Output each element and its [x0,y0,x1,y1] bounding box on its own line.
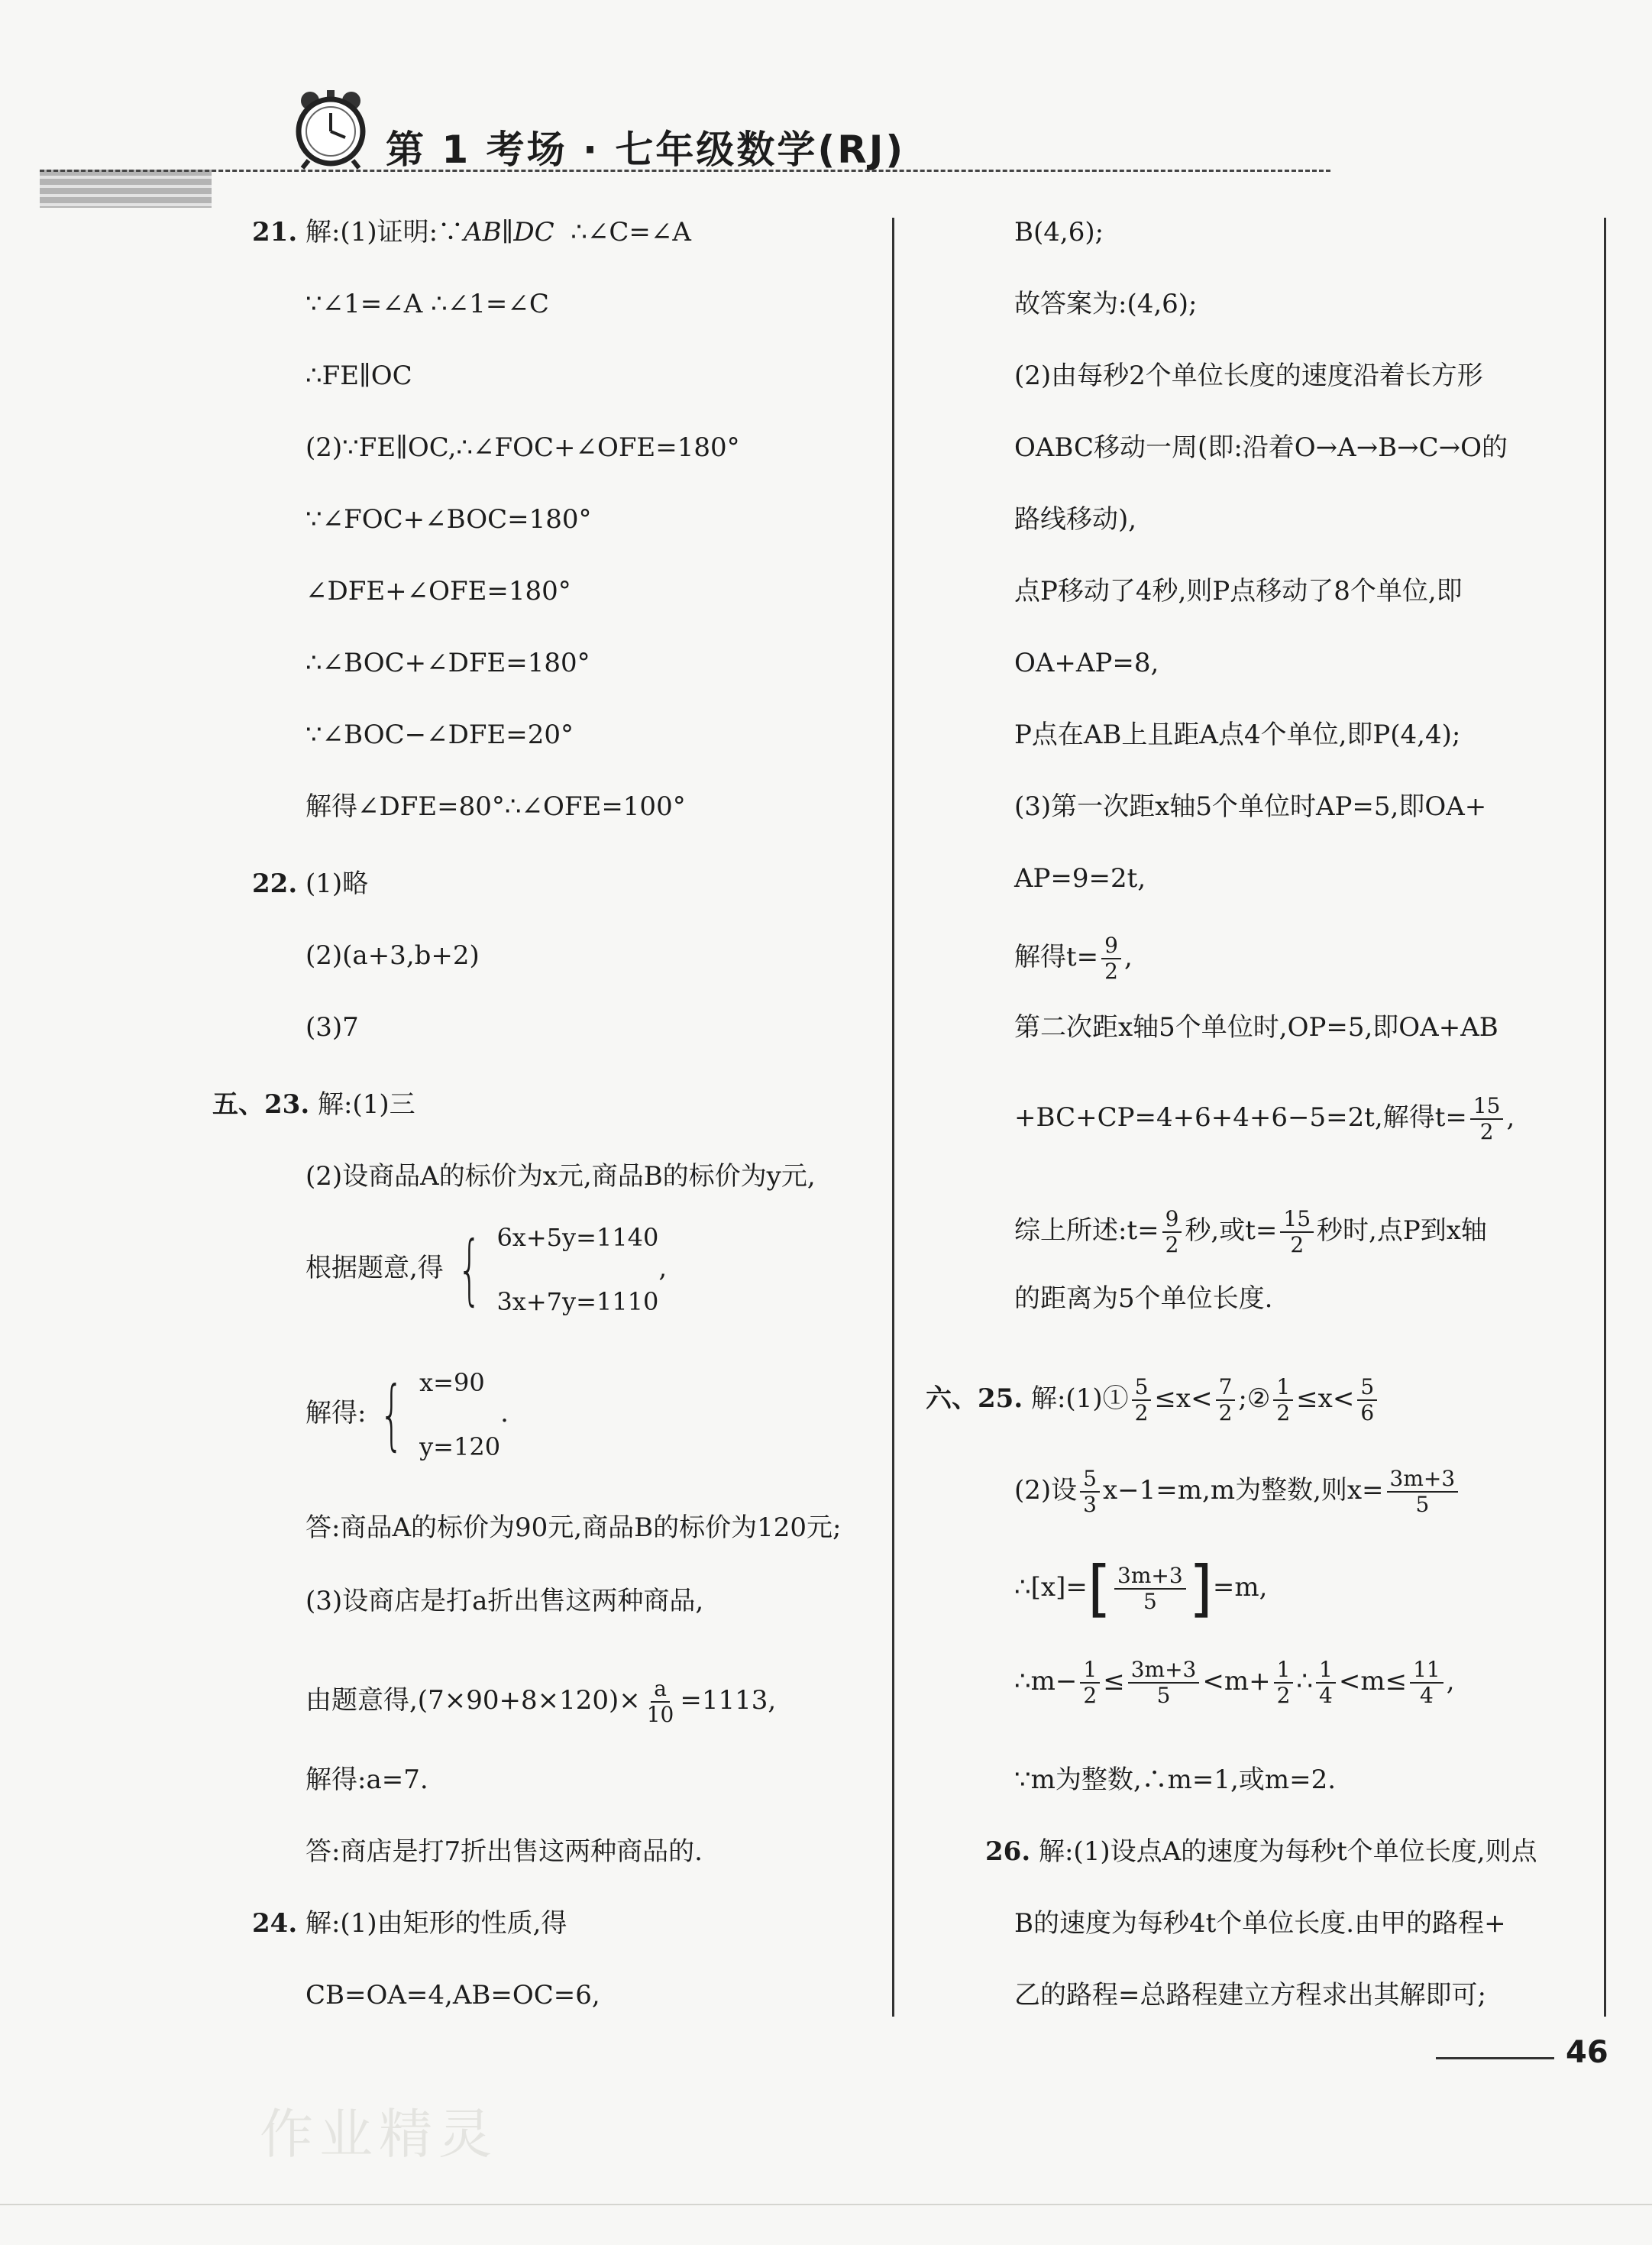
text: 5 [1132,1375,1152,1401]
text: +BC+CP=4+6+4+6−5=2t,解得t= [1014,1102,1467,1133]
text: 9 [1101,933,1121,959]
page-number-rule [1436,2057,1554,2059]
answer-23-line-2: (2)设商品A的标价为x元,商品B的标价为y元, [306,1161,816,1192]
answer-24-cont-line-2: 故答案为:(4,6); [1014,289,1198,319]
text: =m, [1212,1572,1268,1603]
text: 2 [1218,1400,1233,1425]
text: ≤x< [1296,1383,1355,1414]
text: AB [464,217,502,247]
answer-22-line-2: (2)(a+3,b+2) [306,940,480,971]
answer-24-cont-line-15: 的距离为5个单位长度. [1014,1283,1273,1314]
question-number-26: 26. [985,1836,1031,1867]
text: (1)略 [305,869,369,899]
answer-24-cont-line-8: P点在AB上且距A点4个单位,即P(4,4); [1014,720,1461,750]
answer-24-cont-line-3: (2)由每秒2个单位长度的速度沿着长方形 [1014,361,1483,391]
answer-24-cont-line-5: 路线移动), [1014,504,1137,535]
answer-25-line-5: ∵m为整数,∴m=1,或m=2. [1014,1765,1337,1795]
text: 1 [1273,1375,1293,1401]
text: 1 [1316,1658,1336,1684]
text: 秒时,点P到x轴 [1317,1215,1487,1246]
answer-26-line-2: B的速度为每秒4t个单位长度.由甲的路程+ [1014,1908,1506,1939]
text: , [1446,1666,1455,1697]
answer-23-line-9: 答:商店是打7折出售这两种商品的. [306,1836,703,1867]
text: ∴ [1296,1666,1314,1697]
text: ∥ [501,217,514,247]
text: ∴[x]= [1014,1572,1088,1603]
text: 2 [1479,1119,1494,1144]
text: 15 [1470,1094,1504,1120]
column-divider [892,218,894,2017]
text: 3 [1083,1492,1097,1517]
text: 15 [1280,1207,1314,1233]
text: 由题意得,(7×90+8×120)× [306,1685,641,1716]
answer-24-line-1 [252,1908,567,1939]
text: x−1=m,m为整数,则x= [1103,1475,1384,1506]
answer-24-cont-line-1: B(4,6); [1014,217,1104,247]
text: <m≤ [1338,1666,1408,1697]
text: 解:(1)设点A的速度为每秒t个单位长度,则点 [1038,1836,1537,1867]
text: . [500,1398,509,1428]
text: DC [513,217,554,247]
text: 6 [1360,1400,1375,1425]
text: ∴∠C=∠A [571,217,691,247]
text: 3m+3 [1114,1564,1186,1590]
alarm-clock-icon [289,86,373,170]
header-decoration-bars [40,170,212,208]
text: ≤x< [1154,1383,1213,1414]
answer-23-line-8: 解得:a=7. [306,1765,428,1795]
text: 11 [1410,1658,1443,1684]
text: ∴m− [1014,1666,1078,1697]
answer-23-system-1: 根据题意,得 { 6x+5y=1140 3x+7y=1110 , [306,1223,668,1316]
text: 1 [1080,1658,1100,1684]
text: , [1506,1102,1515,1133]
question-number-22: 22. [252,869,298,899]
answer-22-line-3: (3)7 [306,1012,359,1043]
bottom-edge-line [0,2204,1652,2205]
text: 3m+3 [1128,1658,1200,1684]
answer-24-cont-line-13 [1014,1094,1515,1144]
text: (2)设 [1014,1475,1078,1506]
text: 2 [1104,959,1118,984]
answer-21-line-4: (2)∵FE∥OC,∴∠FOC+∠OFE=180° [306,432,740,463]
text: 4 [1419,1683,1434,1708]
answer-26-line-3: 乙的路程=总路程建立方程求出其解即可; [1014,1980,1486,2010]
answer-21-line-5: ∵∠FOC+∠BOC=180° [306,504,592,535]
answer-24-cont-line-14 [1014,1207,1487,1257]
text: 10 [646,1702,674,1727]
text: 2 [1134,1400,1149,1425]
text: a [651,1677,670,1703]
text: <m+ [1202,1666,1271,1697]
answer-21-line-1 [252,217,691,247]
page-header [0,0,1652,183]
answer-23-line-7 [306,1677,776,1727]
answer-24-line-2: CB=OA=4,AB=OC=6, [306,1980,600,2010]
text: 4 [1319,1683,1333,1708]
text: 根据题意,得 [306,1253,444,1283]
text: 2 [1276,1683,1291,1708]
text: 解:(1)证明:∵ [305,217,464,247]
text: y=120 [419,1432,501,1461]
answer-21-line-3: ∴FE∥OC [306,361,412,391]
text: , [658,1253,668,1283]
text: x=90 [419,1368,485,1397]
answer-24-cont-line-9: (3)第一次距x轴5个单位时AP=5,即OA+ [1014,791,1487,822]
answer-25-line-3: ∴[x]=[ $\frac{3m+3}{5}$ ]=m, [1014,1553,1268,1624]
text: 5 [1415,1492,1430,1517]
question-number-25: 六、25. [926,1383,1023,1414]
page-title: 第 1 考场 · 七年级数学(RJ) [386,128,906,172]
text: 解得t= [1014,942,1099,972]
text: 2 [1290,1232,1304,1257]
header-dashed-rule [40,170,1330,172]
text: ;② [1238,1383,1271,1414]
answer-24-cont-line-11 [1014,933,1133,984]
answer-25-line-4 [1014,1658,1455,1708]
text: 秒,或t= [1185,1215,1278,1246]
text: 7 [1216,1375,1236,1401]
text: 3x+7y=1110 [496,1287,659,1316]
text: 解得: [306,1398,367,1428]
text: 5 [1143,1589,1157,1614]
question-number-21: 21. [252,217,298,247]
answer-24-cont-line-6: 点P移动了4秒,则P点移动了8个单位,即 [1014,576,1463,607]
watermark: 作业精灵 [260,2103,498,2166]
text: 3m+3 [1387,1467,1459,1493]
answer-23-system-2: 解得: { x=90 y=120 . [306,1368,509,1461]
answer-25-line-2 [1014,1467,1461,1517]
answer-21-line-9: 解得∠DFE=80°∴∠OFE=100° [306,791,686,822]
answer-23-line-5: 答:商品A的标价为90元,商品B的标价为120元; [306,1512,842,1543]
answer-26-line-1 [985,1836,1537,1867]
text: 解:(1)① [1030,1383,1129,1414]
text: 综上所述:t= [1014,1215,1159,1246]
text: =1113, [680,1685,777,1716]
answer-21-line-8: ∵∠BOC−∠DFE=20° [306,720,574,750]
answer-21-line-2: ∵∠1=∠A ∴∠1=∠C [306,289,549,319]
text: 1 [1274,1658,1294,1684]
page-number: 46 [1566,2035,1608,2070]
question-number-23: 五、23. [212,1089,310,1120]
text: 5 [1080,1467,1100,1493]
text: 6x+5y=1140 [496,1223,659,1252]
answer-25-line-1 [926,1375,1380,1425]
text: 解:(1)由矩形的性质,得 [305,1908,567,1939]
text: 5 [1357,1375,1377,1401]
text: 2 [1276,1400,1291,1425]
text: 9 [1162,1207,1182,1233]
answer-24-cont-line-4: OABC移动一周(即:沿着O→A→B→C→O的 [1014,432,1508,463]
answer-24-cont-line-10: AP=9=2t, [1014,863,1146,894]
answer-24-cont-line-12: 第二次距x轴5个单位时,OP=5,即OA+AB [1014,1012,1498,1043]
question-number-24: 24. [252,1908,298,1939]
text: 解:(1)三 [317,1089,415,1120]
text: 2 [1083,1683,1098,1708]
right-margin-rule [1604,218,1606,2017]
text: , [1123,942,1133,972]
text: ≤ [1103,1666,1125,1697]
text: 2 [1165,1232,1179,1257]
answer-23-line-1 [212,1089,415,1120]
answer-21-line-6: ∠DFE+∠OFE=180° [306,576,571,607]
answer-22-line-1 [252,869,368,899]
answer-21-line-7: ∴∠BOC+∠DFE=180° [306,648,590,678]
answer-23-line-6: (3)设商店是打a折出售这两种商品, [306,1586,704,1616]
answer-24-cont-line-7: OA+AP=8, [1014,648,1159,678]
text: 5 [1156,1683,1171,1708]
